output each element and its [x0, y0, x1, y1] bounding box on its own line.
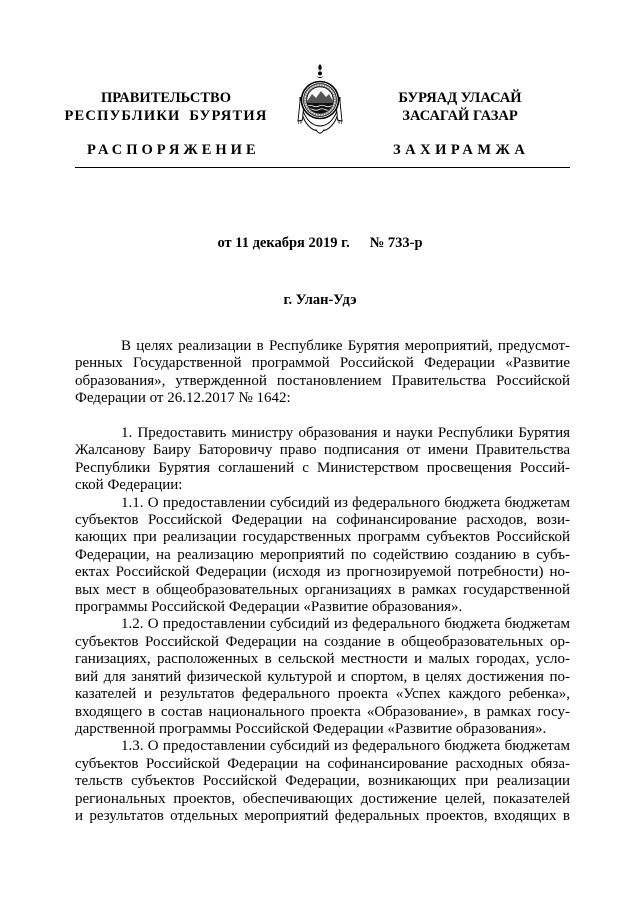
- header-divider: [75, 167, 570, 168]
- document-type-russian: РАСПОРЯЖЕНИЕ: [87, 142, 260, 158]
- text-line: Федерации, на реализацию мероприятий по содействию созданию в субъ-: [75, 546, 570, 563]
- coat-of-arms-drawing: [296, 63, 344, 139]
- document-body: [75, 338, 570, 825]
- issuer-line-2: РЕСПУБЛИКИ БУРЯТИЯ: [64, 108, 268, 124]
- text-line: ренных Государственной программой Российской Федерации «Развитие: [75, 355, 570, 372]
- order-date: от 11 декабря 2019 г.: [217, 235, 350, 251]
- emblem-medallion: [302, 82, 339, 119]
- text-line: образования», утвержденной постановлением Правительства Российской: [75, 372, 570, 389]
- paragraph-preamble: [75, 338, 570, 408]
- order-date-line: [0, 234, 640, 252]
- text-line: ектах Российской Федерации (исходя из прогнозируемой потребности) но-: [75, 564, 570, 581]
- text-line: региональных проектов, обеспечивающих достижение целей, показателей: [75, 790, 570, 807]
- text-line: Федерации от 26.12.2017 № 1642:: [75, 390, 291, 407]
- text-line: 1.1. О предоставлении субсидий из федерального бюджета бюджетам: [121, 494, 570, 511]
- text-line: 1.3. О предоставлении субсидий из федерального бюджета бюджетам: [121, 738, 570, 755]
- issuer-name-buryat: [350, 89, 570, 125]
- text-line: В целях реализации в Республике Бурятия мероприятий, предусмот-: [121, 338, 570, 354]
- text-line: ганизациях, расположенных в сельской местности и малых городах, усло-: [75, 651, 570, 668]
- text-line: субъектов Российской Федерации на софинансирование расходных обяза-: [75, 755, 570, 772]
- paragraph-spacer: [75, 408, 570, 425]
- issuer-name-russian: [56, 89, 276, 125]
- text-line: ской Федерации:: [75, 477, 183, 494]
- order-number: № 733-р: [369, 235, 423, 251]
- text-line: Жалсанову Баиру Баторовичу право подписания от имени Правительства: [75, 442, 570, 459]
- text-line: кающих при реализации государственных программ субъектов Российской: [75, 529, 570, 546]
- document-type-buryat: ЗАХИРАМЖА: [393, 142, 530, 158]
- coat-of-arms-icon: [296, 63, 344, 139]
- issuer-line-2-buryat: ЗАСАГАЙ ГАЗАР: [402, 108, 518, 124]
- text-line: тельств субъектов Российской Федерации, возникающих при реализации: [75, 773, 570, 790]
- paragraph-item-1: [75, 425, 570, 495]
- text-line: казателей и результатов федерального проекта «Успех каждого ребенка»,: [75, 686, 570, 703]
- text-line: вых мест в общеобразовательных организациях в рамках государственной: [75, 581, 570, 598]
- text-line: 1.2. О предоставлении субсидий из федерального бюджета бюджетам: [121, 616, 570, 633]
- paragraph-item-1-1: [75, 495, 570, 617]
- issuer-line-1: ПРАВИТЕЛЬСТВО: [101, 90, 231, 106]
- paragraph-item-1-2: [75, 616, 570, 738]
- paragraph-item-1-3: [75, 738, 570, 825]
- text-line: входящего в состав национального проекта «Образование», в рамках госу-: [75, 703, 570, 720]
- issuer-line-1-buryat: БУРЯАД УЛАСАЙ: [398, 90, 522, 106]
- text-line: Республики Бурятия соглашений с Министерством просвещения Россий-: [75, 459, 570, 476]
- text-line: и результатов отдельных мероприятий федеральных проектов, входящих в: [75, 807, 570, 824]
- order-place: г. Улан-Удэ: [283, 292, 357, 308]
- text-line: субъектов Российской Федерации на софинансирование расходов, вози-: [75, 512, 570, 529]
- soyombo-symbol: [317, 64, 324, 78]
- text-line: 1. Предоставить министру образования и науки Республики Бурятия: [121, 425, 570, 442]
- text-line: дарственной программы Российской Федерации «Развитие образования».: [75, 720, 547, 737]
- text-line: вий для занятий физической культурой и спортом, в целях достижения по-: [75, 668, 570, 685]
- text-line: программы Российской Федерации «Развитие образования».: [75, 599, 463, 616]
- text-line: субъектов Российской Федерации на создание в общеобразовательных ор-: [75, 633, 570, 650]
